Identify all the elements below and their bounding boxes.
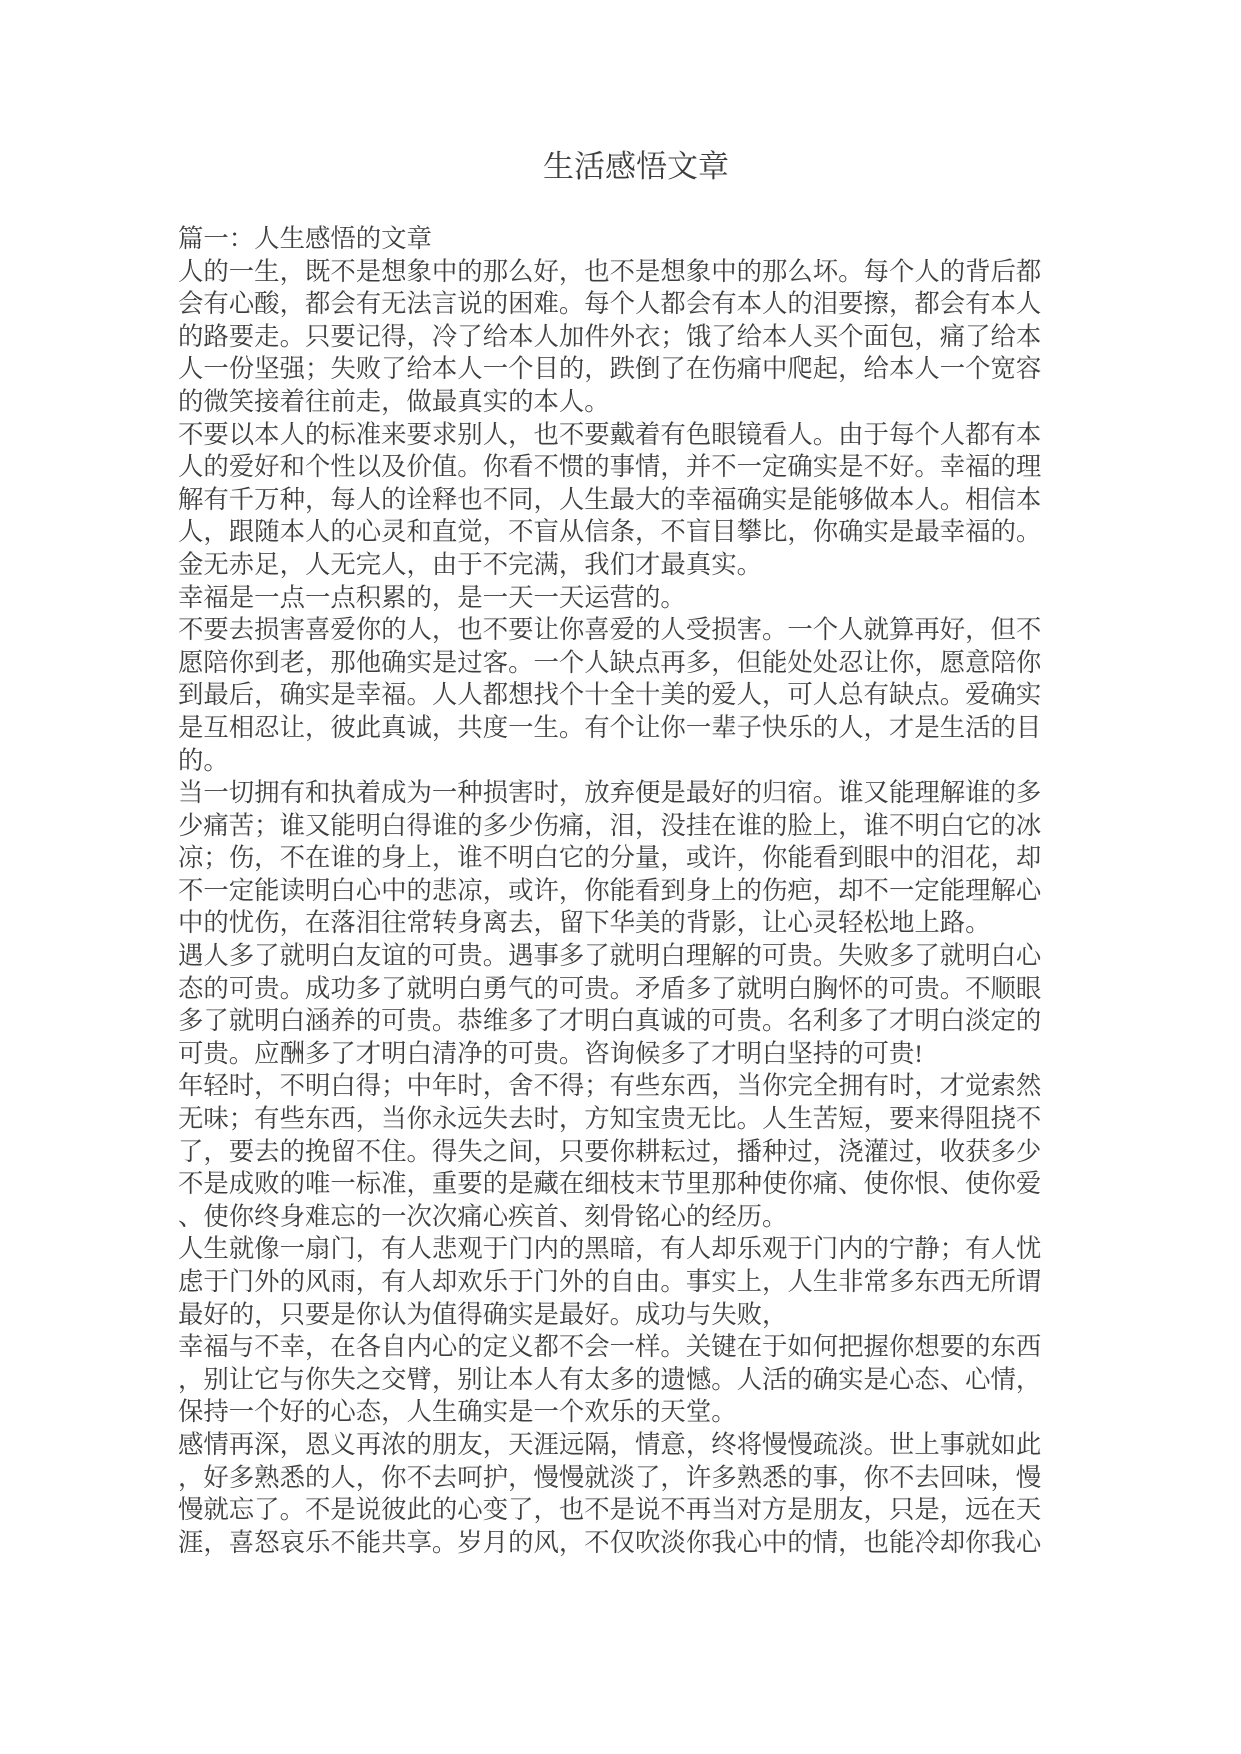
- paragraph: 年轻时，不明白得；中年时，舍不得；有些东西，当你完全拥有时，才觉索然无味；有些东西，当你永远失去时，方知宝贵无比。人生苦短，要来得阻挠不了，要去的挽留不住。得失之间，只要你耕耘过，播种过，浇灌过，收获多少不是成败的唯一标准，重要的是藏在细枝末节里那种使你痛、使你恨、使你爱、使你终身难忘的一次次痛心疾首、刻骨铭心的经历。: [178, 1072, 1042, 1231]
- paragraph: 感情再深，恩义再浓的朋友，天涯远隔，情意，终将慢慢疏淡。世上事就如此，好多熟悉的人，你不去呵护，慢慢就淡了，许多熟悉的事，你不去回味，慢慢就忘了。不是说彼此的心变了，也不是说不再当对方是朋友，只是，远在天涯，喜怒哀乐不能共享。岁月的风，不仅吹淡你我心中的情，也能冷却你我心: [178, 1430, 1042, 1557]
- paragraph: 人的一生，既不是想象中的那么好，也不是想象中的那么坏。每个人的背后都会有心酸，都会有无法言说的困难。每个人都会有本人的泪要擦，都会有本人的路要走。只要记得，冷了给本人加件外衣；饿了给本人买个面包，痛了给本人一份坚强；失败了给本人一个目的，跌倒了在伤痛中爬起，给本人一个宽容的微笑接着往前走，做最真实的本人。: [178, 257, 1042, 416]
- paragraph: 人生就像一扇门，有人悲观于门内的黑暗，有人却乐观于门内的宁静；有人忧虑于门外的风雨，有人却欢乐于门外的自由。事实上，人生非常多东西无所谓最好的，只要是你认为值得确实是最好。成功与失败，: [178, 1235, 1042, 1329]
- paragraph: 当一切拥有和执着成为一种损害时，放弃便是最好的归宿。谁又能理解谁的多少痛苦；谁又能明白得谁的多少伤痛，泪，没挂在谁的脸上，谁不明白它的冰凉；伤，不在谁的身上，谁不明白它的分量，或许，你能看到眼中的泪花，却不一定能读明白心中的悲凉，或许，你能看到身上的伤疤，却不一定能理解心中的忧伤，在落泪往常转身离去，留下华美的背影，让心灵轻松地上路。: [178, 779, 1042, 938]
- document-title: 生活感悟文章: [543, 149, 729, 184]
- document-body: [178, 223, 1044, 1559]
- section-heading: 篇一：人生感悟的文章: [178, 225, 432, 253]
- paragraph: 幸福与不幸，在各自内心的定义都不会一样。关键在于如何把握你想要的东西，别让它与你失之交臂，别让本人有太多的遗憾。人活的确实是心态、心情，保持一个好的心态，人生确实是一个欢乐的天堂。: [178, 1333, 1042, 1427]
- paragraph: 遇人多了就明白友谊的可贵。遇事多了就明白理解的可贵。失败多了就明白心态的可贵。成功多了就明白勇气的可贵。矛盾多了就明白胸怀的可贵。不顺眼多了就明白涵养的可贵。恭维多了才明白真诚的可贵。名利多了才明白淡定的可贵。应酬多了才明白清净的可贵。咨询候多了才明白坚持的可贵!: [178, 942, 1042, 1068]
- paragraph: 幸福是一点一点积累的，是一天一天运营的。: [178, 583, 686, 612]
- paragraph-list: [178, 256, 1044, 1560]
- paragraph: 不要去损害喜爱你的人，也不要让你喜爱的人受损害。一个人就算再好，但不愿陪你到老，那他确实是过客。一个人缺点再多，但能处处忍让你，愿意陪你到最后，确实是幸福。人人都想找个十全十美的爱人，可人总有缺点。爱确实是互相忍让，彼此真诚，共度一生。有个让你一辈子快乐的人，才是生活的目的。: [178, 616, 1042, 775]
- paragraph: 不要以本人的标准来要求别人，也不要戴着有色眼镜看人。由于每个人都有本人的爱好和个性以及价值。你看不惯的事情，并不一定确实是不好。幸福的理解有千万种，每人的诠释也不同，人生最大的幸福确实是能够做本人。相信本人，跟随本人的心灵和直觉，不盲从信条，不盲目攀比，你确实是最幸福的。金无赤足，人无完人，由于不完满，我们才最真实。: [178, 420, 1042, 579]
